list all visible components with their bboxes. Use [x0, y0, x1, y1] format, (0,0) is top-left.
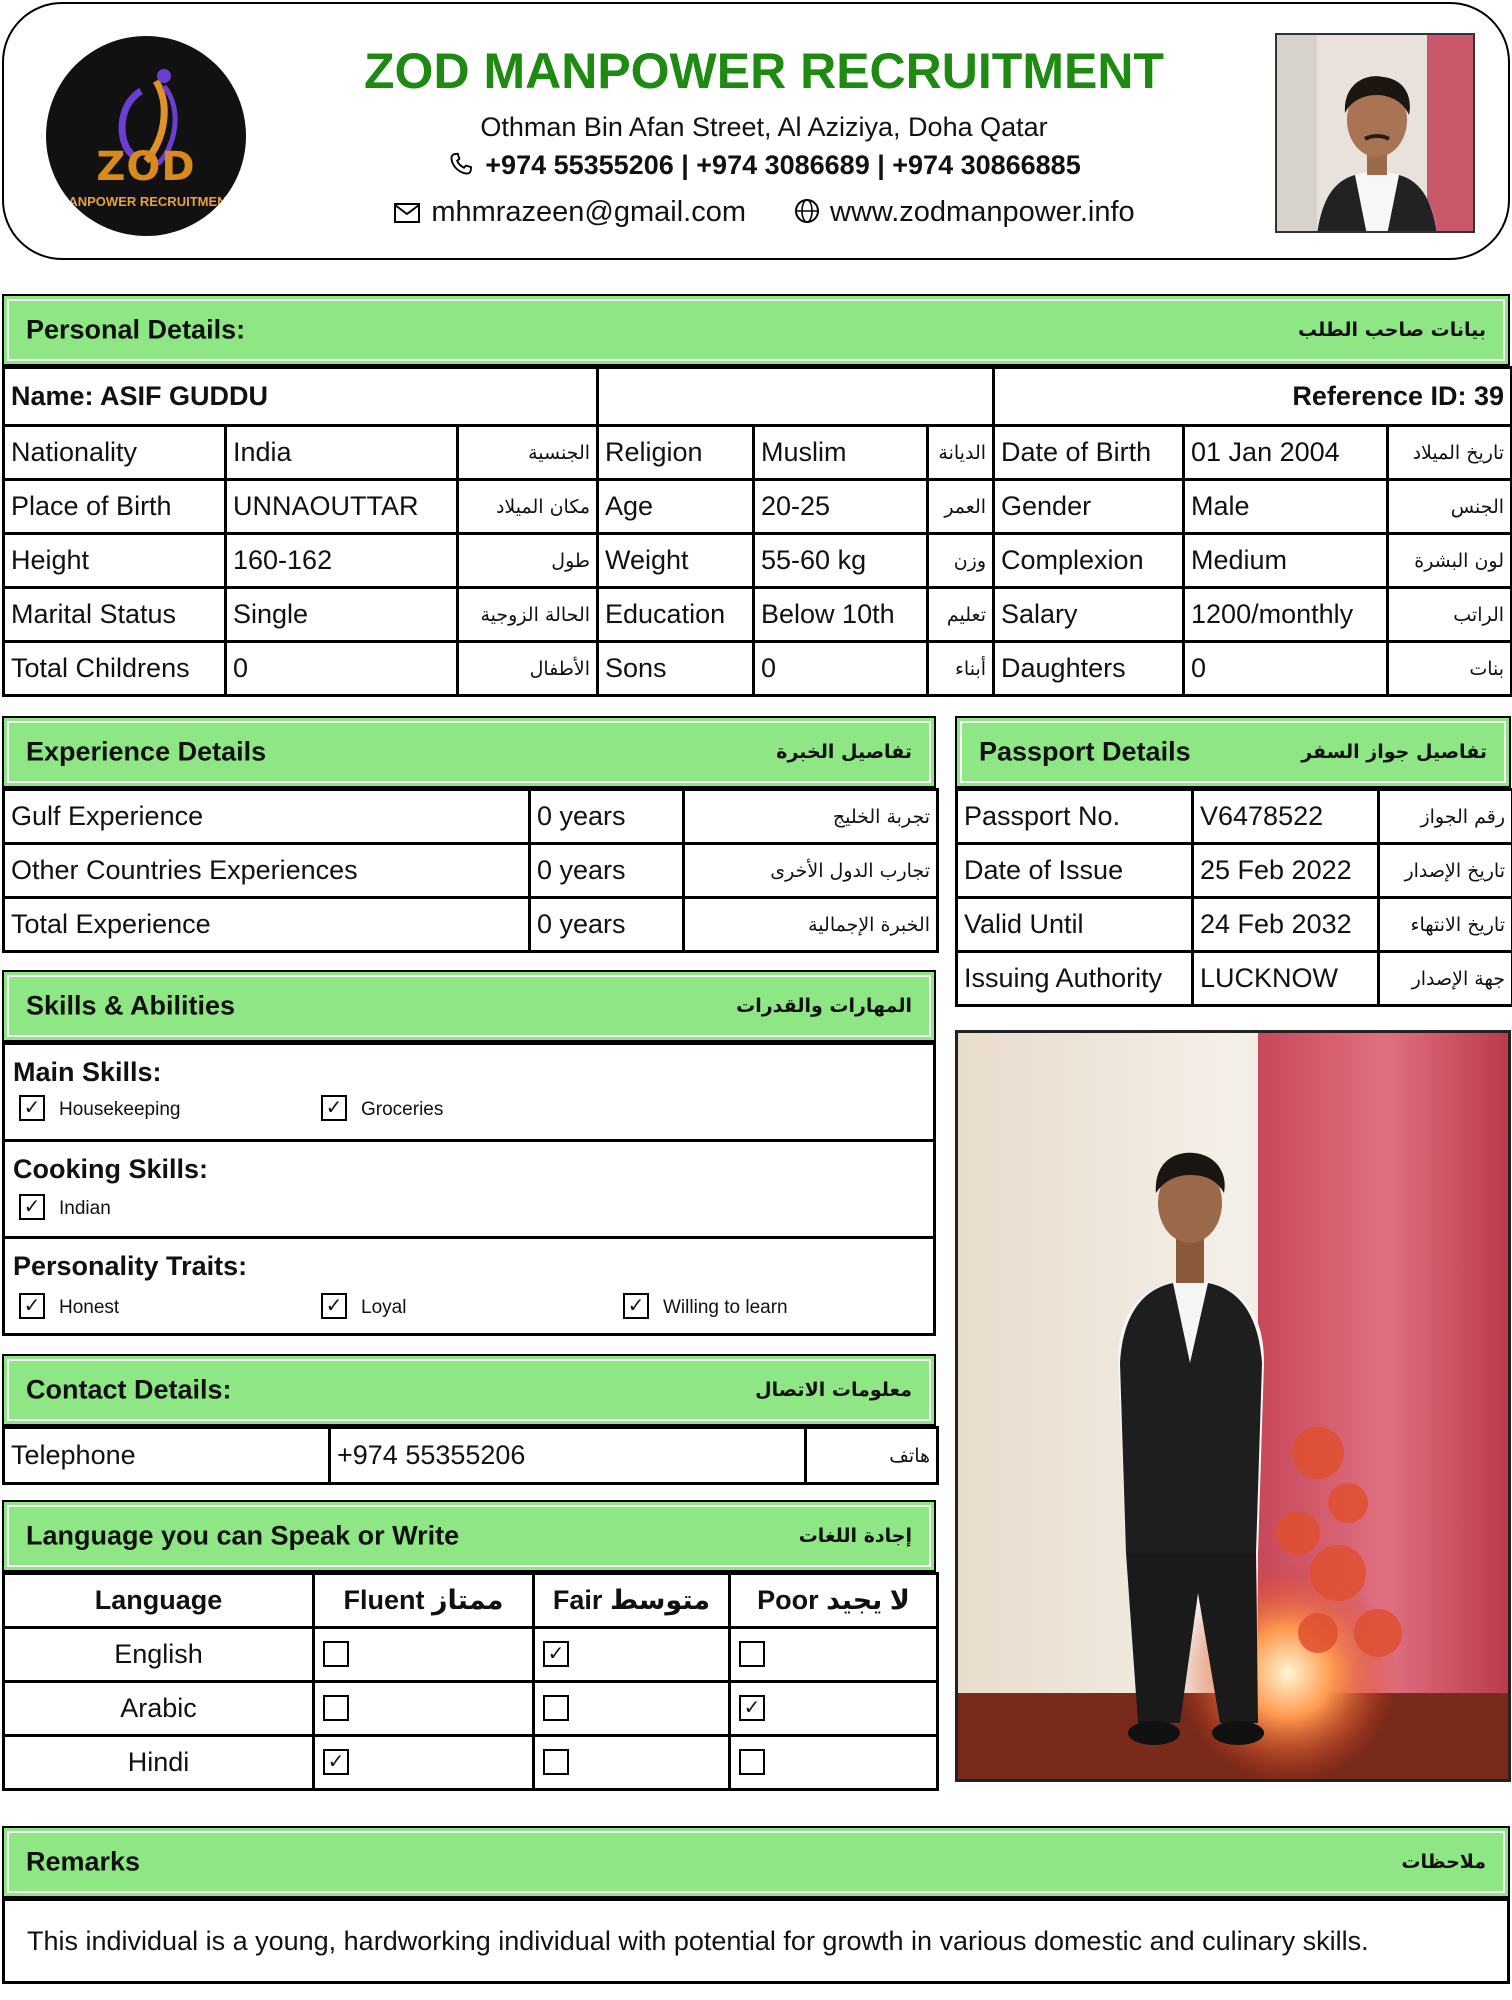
field-label: Date of Birth: [994, 426, 1184, 480]
cooking-skills-box: [2, 1139, 936, 1239]
field-label: Date of Issue: [957, 844, 1193, 898]
language-header: [2, 1500, 936, 1572]
candidate-name: Name: ASIF GUDDU: [4, 368, 598, 426]
language-name: English: [4, 1628, 314, 1682]
skill-label: Housekeeping: [59, 1099, 181, 1121]
blank-cell: [598, 368, 994, 426]
company-address: Othman Bin Afan Street, Al Aziziya, Doha Qatar: [480, 112, 1048, 142]
experience-table: [2, 788, 939, 953]
fluent-col-header: Fluent ممتاز: [314, 1574, 534, 1628]
main-skills-title: Main Skills:: [13, 1057, 162, 1087]
skill-label: Groceries: [361, 1099, 444, 1121]
poor-checkbox[interactable]: [739, 1641, 765, 1667]
field-label-ar: الراتب: [1388, 588, 1512, 642]
poor-checkbox[interactable]: ✓: [739, 1695, 765, 1721]
field-label-ar: الجنسية: [458, 426, 598, 480]
field-label: Gender: [994, 480, 1184, 534]
field-label: Gulf Experience: [4, 790, 530, 844]
field-value: 1200/monthly: [1184, 588, 1388, 642]
field-label-ar: تاريخ الإصدار: [1379, 844, 1512, 898]
field-label-ar: الديانة: [928, 426, 994, 480]
checkbox-checked[interactable]: ✓: [321, 1095, 347, 1121]
personal-details-title: Personal Details:: [26, 314, 246, 345]
field-value: LUCKNOW: [1193, 952, 1379, 1006]
field-label: Total Childrens: [4, 642, 226, 696]
language-row: [4, 1736, 938, 1790]
field-label-ar: العمر: [928, 480, 994, 534]
field-label: Passport No.: [957, 790, 1193, 844]
personal-details-table: [2, 366, 1512, 697]
contact-details-title: Contact Details:: [26, 1374, 232, 1405]
fair-col-header: Fair متوسط: [534, 1574, 730, 1628]
personality-traits-box: [2, 1236, 936, 1336]
field-label: Education: [598, 588, 754, 642]
field-label: Marital Status: [4, 588, 226, 642]
telephone-label: Telephone: [4, 1428, 330, 1484]
logo-subtext: MANPOWER RECRUITMENT: [57, 194, 235, 209]
experience-details-header: [2, 716, 936, 788]
field-label: Other Countries Experiences: [4, 844, 530, 898]
trait-item: [19, 1295, 119, 1321]
phones-text: +974 55355206 | +974 3086689 | +974 30866885: [485, 150, 1081, 180]
remarks-header: [2, 1826, 1510, 1898]
company-phones: [304, 150, 1224, 181]
skill-item: [19, 1196, 111, 1222]
candidate-photo-full: [955, 1030, 1511, 1782]
company-logo: [46, 36, 246, 236]
trait-label: Honest: [59, 1297, 120, 1319]
field-value: 0: [226, 642, 458, 696]
personal-details-title-ar: بيانات صاحب الطلب: [1298, 319, 1486, 341]
trait-item: [321, 1295, 406, 1321]
contact-details-title-ar: معلومات الاتصال: [755, 1379, 912, 1401]
field-value: UNNAOUTTAR: [226, 480, 458, 534]
fluent-checkbox[interactable]: [323, 1641, 349, 1667]
poor-col-header: Poor لا يجيد: [730, 1574, 938, 1628]
telephone-label-ar: هاتف: [806, 1428, 938, 1484]
telephone-value[interactable]: +974 55355206: [330, 1428, 806, 1484]
checkbox-checked[interactable]: ✓: [19, 1095, 45, 1121]
header-card: [2, 2, 1510, 260]
language-table: [2, 1572, 939, 1791]
field-value: 55-60 kg: [754, 534, 928, 588]
field-label: Daughters: [994, 642, 1184, 696]
field-label: Total Experience: [4, 898, 530, 952]
field-value: Below 10th: [754, 588, 928, 642]
field-value: 0: [1184, 642, 1388, 696]
field-value: Muslim: [754, 426, 928, 480]
field-value: 160-162: [226, 534, 458, 588]
skills-title-ar: المهارات والقدرات: [736, 995, 912, 1017]
language-title: Language you can Speak or Write: [26, 1520, 460, 1551]
trait-label: Loyal: [361, 1297, 407, 1319]
skills-header: [2, 970, 936, 1042]
logo-text: ZOD: [96, 144, 196, 190]
passport-details-title: Passport Details: [979, 736, 1191, 767]
field-label-ar: وزن: [928, 534, 994, 588]
field-label-ar: الخبرة الإجمالية: [684, 898, 938, 952]
field-label-ar: تعليم: [928, 588, 994, 642]
trait-label: Willing to learn: [663, 1297, 788, 1319]
field-value: 25 Feb 2022: [1193, 844, 1379, 898]
poor-checkbox[interactable]: [739, 1749, 765, 1775]
portrait-image: [1277, 35, 1475, 233]
field-label-ar: الجنس: [1388, 480, 1512, 534]
website-link[interactable]: www.zodmanpower.info: [830, 196, 1135, 228]
field-label-ar: جهة الإصدار: [1379, 952, 1512, 1006]
company-name: ZOD MANPOWER RECRUITMENT: [364, 43, 1164, 99]
field-value: V6478522: [1193, 790, 1379, 844]
field-label: Nationality: [4, 426, 226, 480]
field-value: 0 years: [530, 844, 684, 898]
field-label-ar: رقم الجواز: [1379, 790, 1512, 844]
field-label-ar: لون البشرة: [1388, 534, 1512, 588]
phone-icon: [447, 150, 475, 178]
checkbox-checked[interactable]: ✓: [321, 1293, 347, 1319]
field-label-ar: تاريخ الميلاد: [1388, 426, 1512, 480]
experience-details-title: Experience Details: [26, 736, 267, 767]
fluent-checkbox[interactable]: ✓: [323, 1749, 349, 1775]
field-label: Age: [598, 480, 754, 534]
contact-line: [304, 196, 1224, 229]
field-label-ar: تجربة الخليج: [684, 790, 938, 844]
field-label: Religion: [598, 426, 754, 480]
fair-checkbox[interactable]: [543, 1749, 569, 1775]
remarks-title: Remarks: [26, 1846, 141, 1877]
trait-item: [623, 1295, 788, 1321]
globe-icon: [794, 198, 820, 224]
skill-item: [19, 1097, 180, 1123]
field-label-ar: تاريخ الانتهاء: [1379, 898, 1512, 952]
field-label-ar: تجارب الدول الأخرى: [684, 844, 938, 898]
passport-table: [955, 788, 1512, 1007]
field-label-ar: أبناء: [928, 642, 994, 696]
checkbox-checked[interactable]: ✓: [19, 1293, 45, 1319]
fair-checkbox[interactable]: [543, 1695, 569, 1721]
field-label: Issuing Authority: [957, 952, 1193, 1006]
main-skills-box: [2, 1042, 936, 1142]
field-value: 01 Jan 2004: [1184, 426, 1388, 480]
field-value: Male: [1184, 480, 1388, 534]
skill-item: [321, 1097, 443, 1123]
language-title-ar: إجادة اللغات: [798, 1525, 912, 1547]
fluent-checkbox[interactable]: [323, 1695, 349, 1721]
remarks-title-ar: ملاحظات: [1401, 1851, 1486, 1873]
field-label-ar: مكان الميلاد: [458, 480, 598, 534]
field-label: Height: [4, 534, 226, 588]
field-value: 0 years: [530, 790, 684, 844]
field-label: Complexion: [994, 534, 1184, 588]
full-body-image: [958, 1033, 1511, 1782]
field-value: Single: [226, 588, 458, 642]
language-row: [4, 1628, 938, 1682]
field-label-ar: طول: [458, 534, 598, 588]
checkbox-checked[interactable]: ✓: [623, 1293, 649, 1319]
language-col-header: Language: [4, 1574, 314, 1628]
cooking-skills-title: Cooking Skills:: [13, 1154, 209, 1184]
field-label: Place of Birth: [4, 480, 226, 534]
field-label: Weight: [598, 534, 754, 588]
candidate-photo-portrait: [1275, 33, 1475, 233]
checkbox-checked[interactable]: ✓: [19, 1194, 45, 1220]
fair-checkbox[interactable]: ✓: [543, 1641, 569, 1667]
field-label-ar: بنات: [1388, 642, 1512, 696]
remarks-text: This individual is a young, hardworking individual with potential for growth in various domestic and culinary skills.: [2, 1898, 1510, 1984]
personal-details-header: [2, 294, 1510, 366]
personality-traits-title: Personality Traits:: [13, 1251, 248, 1281]
field-value: Medium: [1184, 534, 1388, 588]
skills-title: Skills & Abilities: [26, 990, 236, 1021]
passport-details-title-ar: تفاصيل جواز السفر: [1301, 741, 1487, 763]
skill-label: Indian: [59, 1198, 111, 1220]
field-label-ar: الحالة الزوجية: [458, 588, 598, 642]
field-value: India: [226, 426, 458, 480]
field-label: Valid Until: [957, 898, 1193, 952]
field-value: 0: [754, 642, 928, 696]
language-name: Hindi: [4, 1736, 314, 1790]
passport-details-header: [955, 716, 1511, 788]
field-label: Sons: [598, 642, 754, 696]
mail-icon: [393, 202, 421, 224]
field-value: 24 Feb 2032: [1193, 898, 1379, 952]
experience-details-title-ar: تفاصيل الخبرة: [776, 741, 912, 763]
reference-id: Reference ID: 39: [994, 368, 1512, 426]
field-label-ar: الأطفال: [458, 642, 598, 696]
email-link[interactable]: mhmrazeen@gmail.com: [431, 196, 747, 228]
contact-table: [2, 1426, 939, 1485]
contact-details-header: [2, 1354, 936, 1426]
field-label: Salary: [994, 588, 1184, 642]
language-name: Arabic: [4, 1682, 314, 1736]
field-value: 20-25: [754, 480, 928, 534]
language-row: [4, 1682, 938, 1736]
field-value: 0 years: [530, 898, 684, 952]
